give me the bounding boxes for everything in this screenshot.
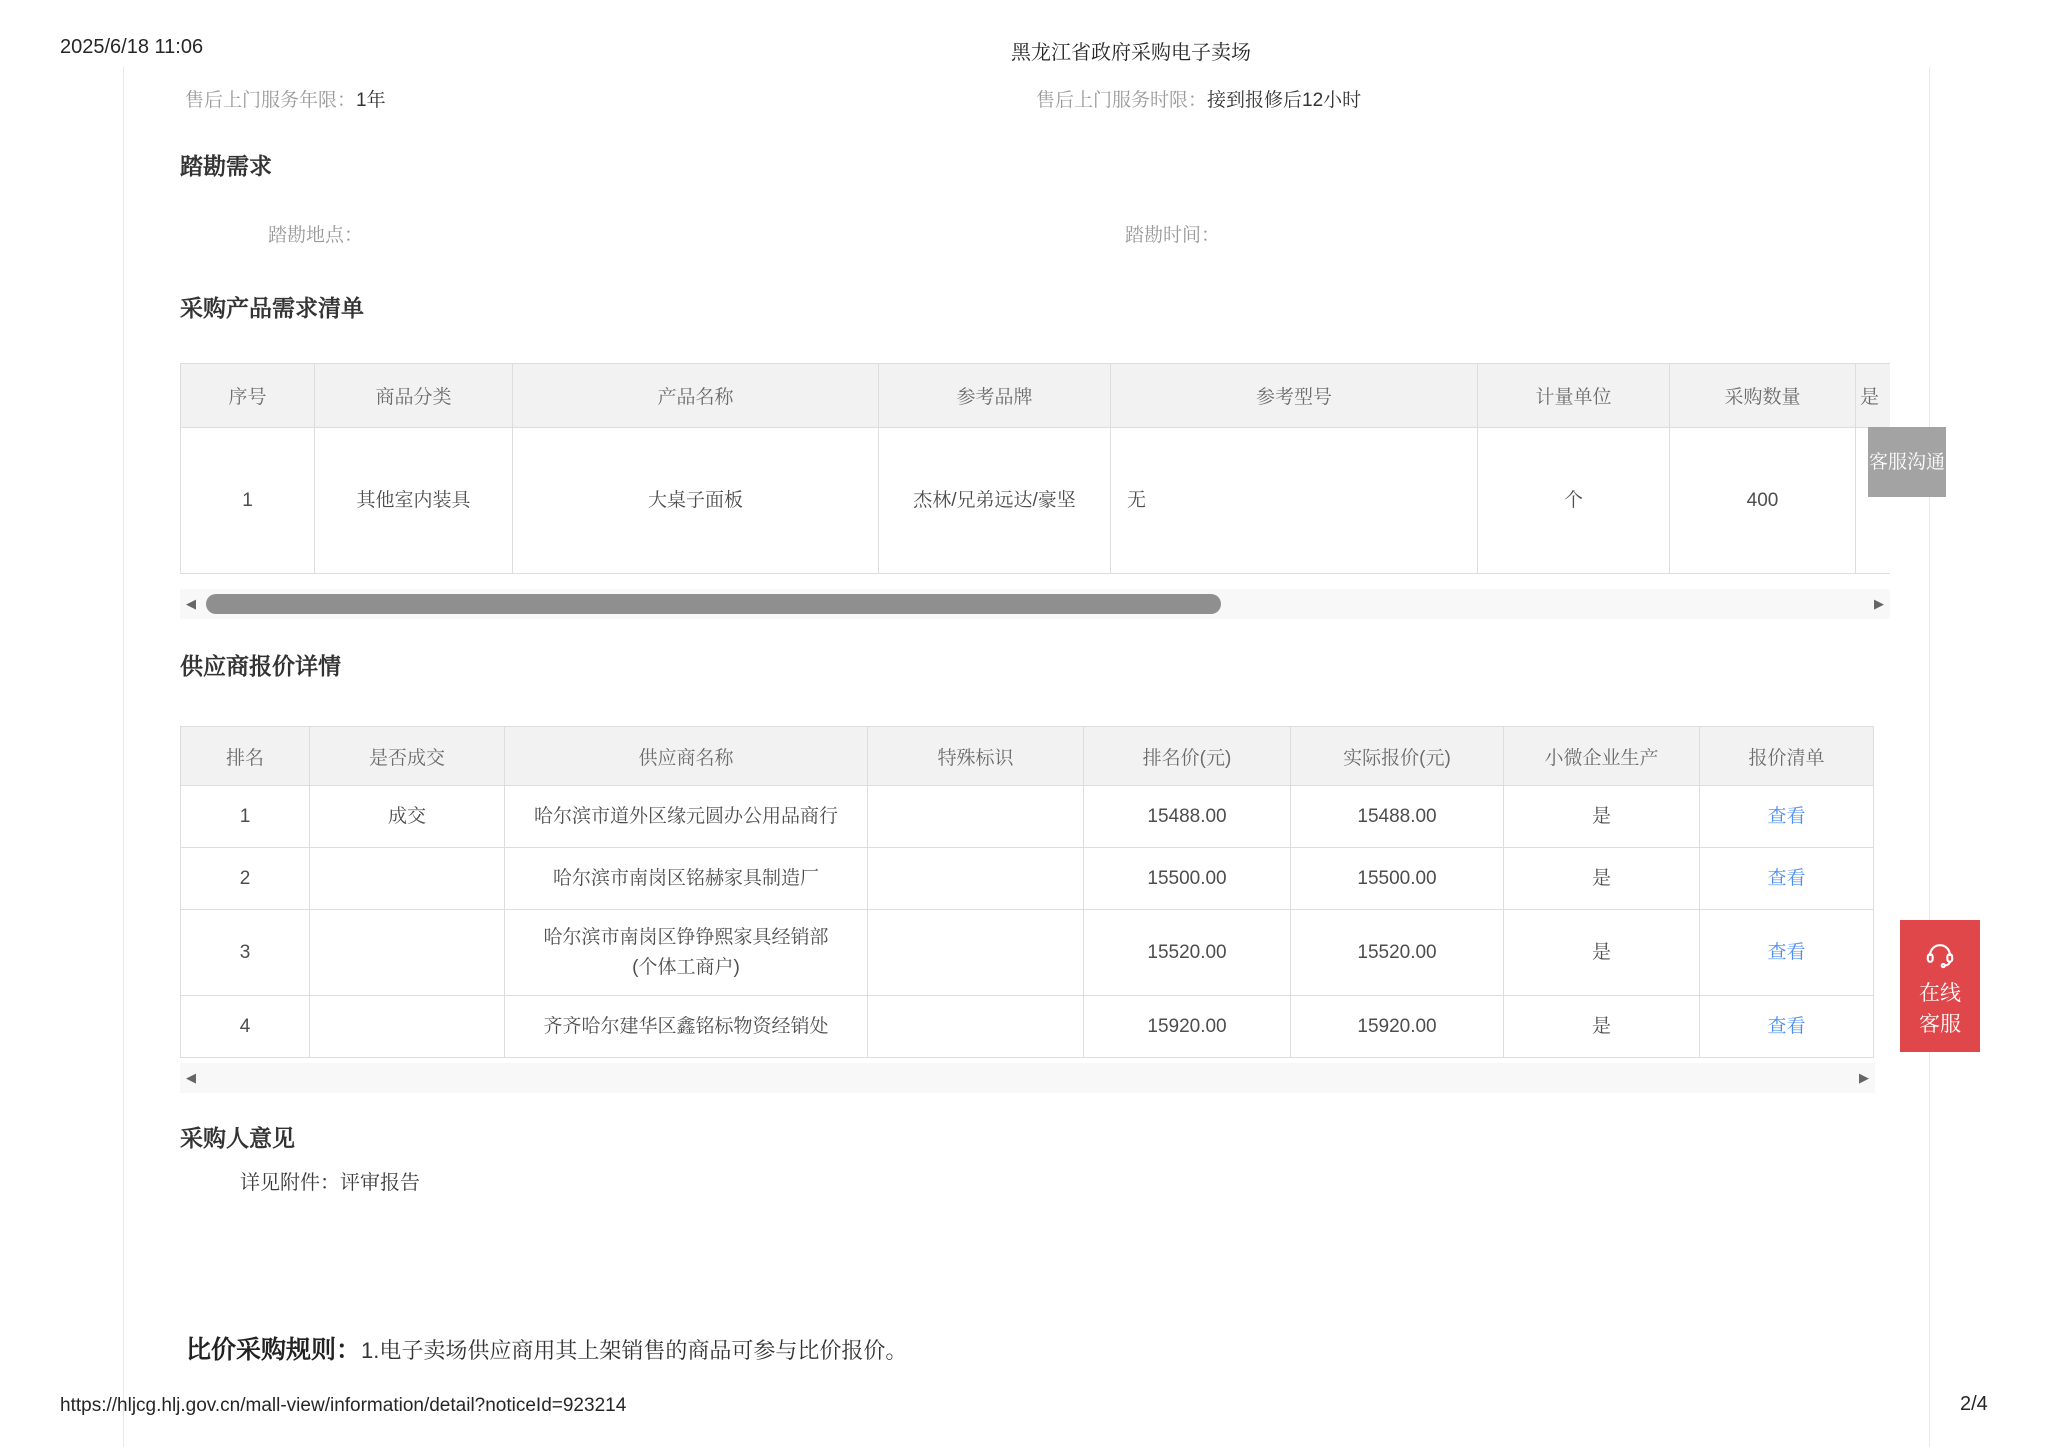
price-rules-text: 1.电子卖场供应商用其上架销售的商品可参与比价报价。 (361, 1338, 908, 1363)
quotes-heading: 供应商报价详情 (180, 653, 341, 679)
quotes-table-container (180, 726, 1875, 1059)
survey-location-label: 踏勘地点： (268, 225, 364, 246)
cell-ref-model: 无 (1111, 428, 1478, 574)
cell-actual-price: 15920.00 (1291, 996, 1504, 1058)
cell-supplier (505, 996, 868, 1058)
cell-category: 其他室内装具 (315, 428, 513, 574)
supplier-name: 齐齐哈尔建华区鑫铭标物资经销处 (543, 1015, 829, 1037)
customer-chat-label: 客服沟通 (1868, 451, 1945, 473)
col-small-biz: 小微企业生产 (1504, 727, 1700, 786)
after-sale-hours-label: 售后上门服务时限： (1036, 90, 1208, 111)
cell-rank-price: 15520.00 (1084, 910, 1291, 996)
online-service-button[interactable] (1900, 920, 1980, 1052)
after-sale-years-label: 售后上门服务年限： (185, 90, 357, 111)
cell-unit: 个 (1478, 428, 1670, 574)
cell-actual-price: 15488.00 (1291, 786, 1504, 848)
view-quote-link[interactable]: 查看 (1767, 805, 1806, 827)
cell-supplier (505, 910, 868, 996)
product-list-heading: 采购产品需求清单 (180, 295, 364, 321)
frame-left-border (123, 67, 124, 1447)
cell-small-biz: 是 (1504, 910, 1700, 996)
table-row (181, 996, 1874, 1058)
after-sale-hours-value: 接到报修后12小时 (1207, 90, 1362, 111)
supplier-name: 哈尔滨市南岗区铮铮熙家具经销部 (543, 926, 829, 948)
cell-seq: 1 (181, 428, 315, 574)
quotes-table (180, 726, 1874, 1058)
product-table (180, 363, 1890, 574)
scroll-left-icon[interactable]: ◀ (186, 596, 196, 611)
survey-time-label: 踏勘时间： (1125, 225, 1221, 246)
product-table-hscrollbar[interactable] (180, 589, 1890, 619)
supplier-name: 哈尔滨市南岗区铭赫家具制造厂 (552, 867, 819, 889)
customer-chat-button[interactable] (1868, 427, 1946, 497)
product-table-header-row (181, 364, 1891, 428)
col-quantity: 采购数量 (1670, 364, 1856, 428)
buyer-opinion-heading: 采购人意见 (180, 1125, 295, 1151)
cell-special (868, 786, 1084, 848)
cell-deal (310, 996, 505, 1058)
page-title: 黑龙江省政府采购电子卖场 (1011, 42, 1251, 64)
cell-rank: 3 (181, 910, 310, 996)
cell-small-biz: 是 (1504, 786, 1700, 848)
headset-icon (1922, 936, 1958, 970)
cell-rank-price: 15500.00 (1084, 848, 1291, 910)
view-quote-link[interactable]: 查看 (1767, 1015, 1806, 1037)
col-unit: 计量单位 (1478, 364, 1670, 428)
cell-quantity: 400 (1670, 428, 1856, 574)
buyer-opinion-detail: 详见附件：评审报告 (240, 1172, 420, 1194)
scroll-right-icon[interactable]: ▶ (1874, 596, 1884, 611)
col-ref-model: 参考型号 (1111, 364, 1478, 428)
view-quote-link[interactable]: 查看 (1767, 941, 1806, 963)
col-category: 商品分类 (315, 364, 513, 428)
cell-deal (310, 848, 505, 910)
col-rank-price: 排名价(元) (1084, 727, 1291, 786)
cell-deal: 成交 (310, 786, 505, 848)
scroll-left-icon[interactable]: ◀ (186, 1070, 196, 1085)
cell-special (868, 910, 1084, 996)
col-truncated: 是 (1856, 364, 1891, 428)
cell-rank-price: 15488.00 (1084, 786, 1291, 848)
col-product-name: 产品名称 (513, 364, 879, 428)
quotes-table-header-row (181, 727, 1874, 786)
print-footer-page-number: 2/4 (1960, 1393, 1988, 1415)
table-row (181, 428, 1891, 574)
cell-deal (310, 910, 505, 996)
cell-product-name: 大桌子面板 (513, 428, 879, 574)
col-rank: 排名 (181, 727, 310, 786)
col-actual-price: 实际报价(元) (1291, 727, 1504, 786)
after-sale-hours (1036, 85, 1361, 112)
col-deal: 是否成交 (310, 727, 505, 786)
table-row (181, 848, 1874, 910)
cell-rank: 4 (181, 996, 310, 1058)
cell-ref-brand: 杰林/兄弟远达/豪坚 (879, 428, 1111, 574)
cell-small-biz: 是 (1504, 996, 1700, 1058)
frame-right-border (1929, 67, 1930, 1447)
cell-supplier (505, 786, 868, 848)
print-datetime: 2025/6/18 11:06 (60, 36, 204, 58)
col-quote-list: 报价清单 (1700, 727, 1874, 786)
cell-supplier (505, 848, 868, 910)
online-service-label (1919, 978, 1961, 1040)
supplier-name-line2: (个体工商户) (632, 956, 740, 978)
col-supplier: 供应商名称 (505, 727, 868, 786)
scroll-right-icon[interactable]: ▶ (1859, 1070, 1869, 1085)
view-quote-link[interactable]: 查看 (1767, 867, 1806, 889)
print-footer-url: https://hljcg.hlj.gov.cn/mall-view/information/detail?noticeId=923214 (60, 1395, 627, 1416)
after-sale-years-value: 1年 (356, 90, 386, 111)
cell-actual-price: 15520.00 (1291, 910, 1504, 996)
cell-rank: 2 (181, 848, 310, 910)
quotes-table-hscrollbar[interactable] (180, 1063, 1875, 1093)
online-service-line1: 在线 (1919, 982, 1961, 1005)
cell-rank: 1 (181, 786, 310, 848)
product-table-container (180, 363, 1890, 575)
after-sale-years (185, 85, 386, 112)
col-ref-brand: 参考品牌 (879, 364, 1111, 428)
col-special: 特殊标识 (868, 727, 1084, 786)
scrollbar-thumb[interactable] (206, 594, 1221, 614)
table-row (181, 910, 1874, 996)
cell-small-biz: 是 (1504, 848, 1700, 910)
cell-rank-price: 15920.00 (1084, 996, 1291, 1058)
survey-heading: 踏勘需求 (180, 153, 272, 179)
cell-special (868, 996, 1084, 1058)
col-seq: 序号 (181, 364, 315, 428)
supplier-name: 哈尔滨市道外区缘元圆办公用品商行 (533, 805, 838, 827)
price-rules-label: 比价采购规则： (186, 1336, 362, 1364)
online-service-line2: 客服 (1919, 1013, 1961, 1036)
cell-actual-price: 15500.00 (1291, 848, 1504, 910)
table-row (181, 786, 1874, 848)
price-rules-line (186, 1330, 907, 1366)
cell-special (868, 848, 1084, 910)
